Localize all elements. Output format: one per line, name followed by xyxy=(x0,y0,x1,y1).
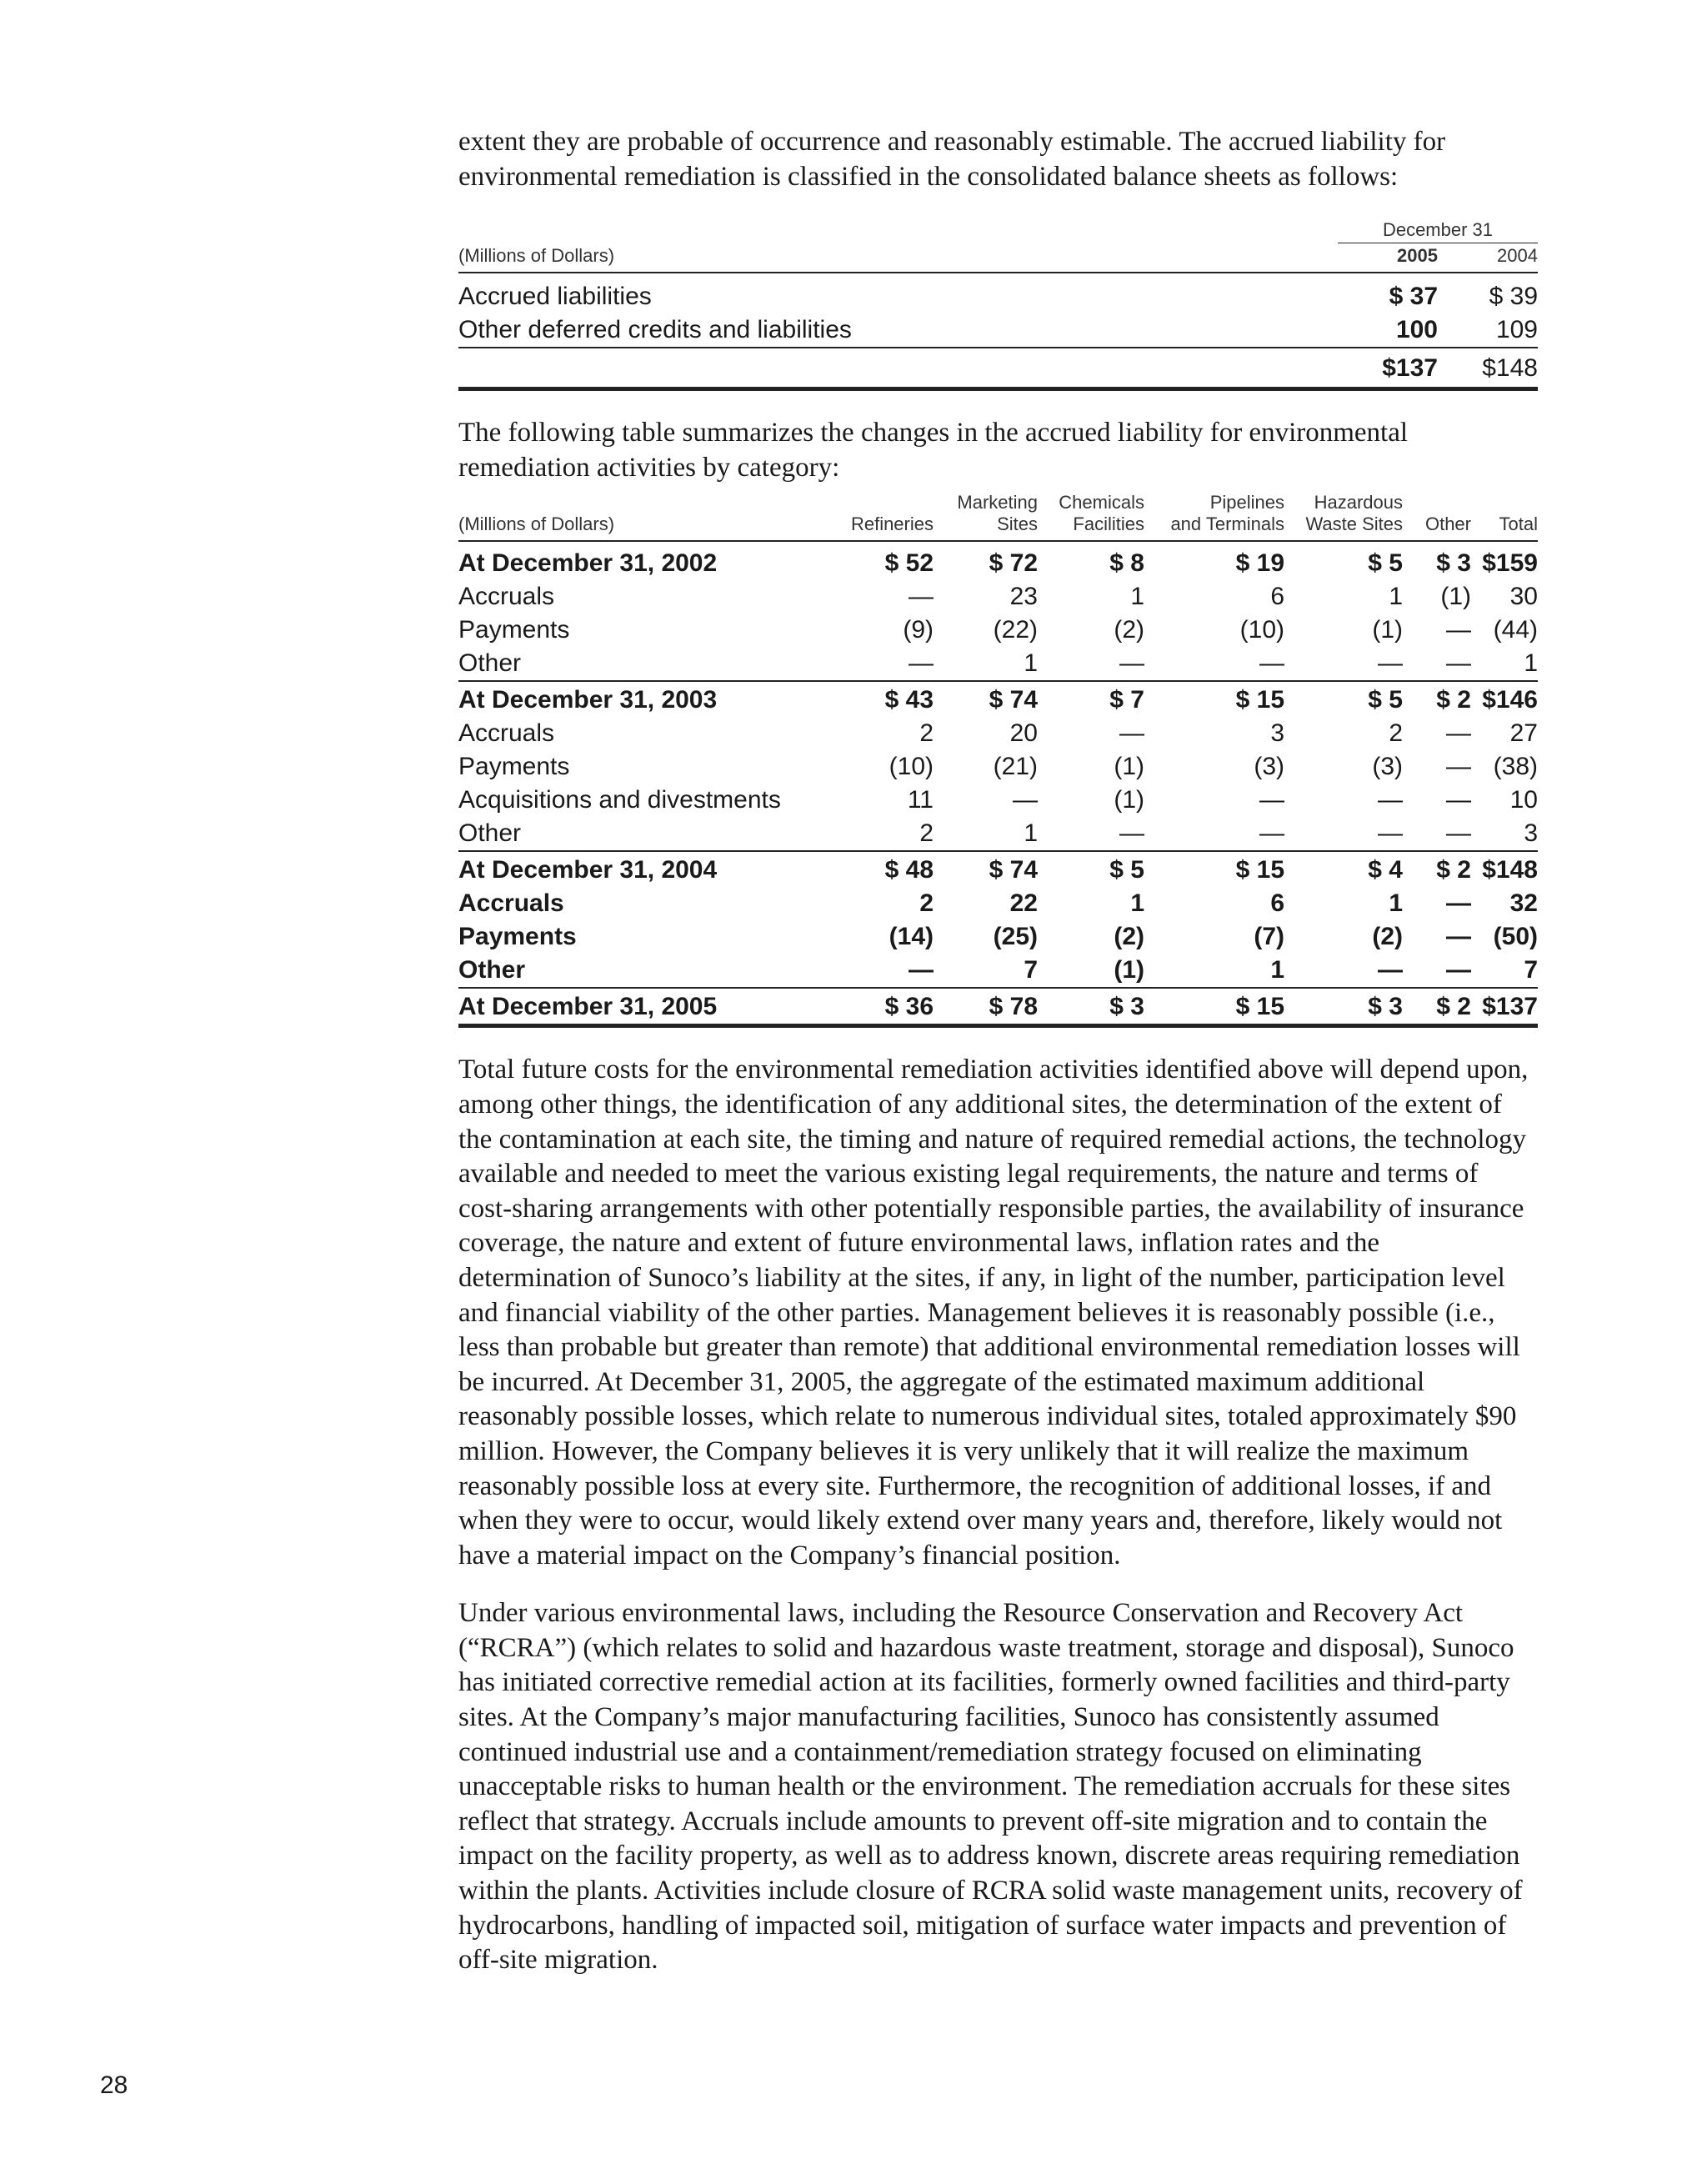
row-label: Other xyxy=(458,649,522,678)
cell-value: $ 3 xyxy=(1436,549,1471,578)
cell-value: $ 15 xyxy=(1144,988,1284,1026)
cell-value: (1) xyxy=(1372,616,1403,644)
cell-value: $ 3 xyxy=(1038,988,1144,1026)
col-chemicals: Chemicals Facilities xyxy=(1038,492,1144,541)
cell-value: $ 7 xyxy=(1038,681,1144,717)
cell-value: (21) xyxy=(993,753,1038,781)
total-2004: $148 xyxy=(1438,348,1538,389)
cell-value: $ 15 xyxy=(1144,681,1284,717)
table-row xyxy=(458,887,1538,920)
cell-value: (14) xyxy=(889,923,934,951)
cell-value: $ 5 xyxy=(1368,549,1403,578)
cell-value: $ 5 xyxy=(1038,851,1144,887)
cell-value: $146 xyxy=(1471,681,1538,717)
cell-value: 1 xyxy=(1024,649,1038,678)
cell-value: — xyxy=(1119,819,1144,848)
cell-value: 27 xyxy=(1509,719,1538,748)
cell-value: $ 36 xyxy=(833,988,934,1026)
row-label: Other deferred credits and liabilities xyxy=(458,313,1338,348)
cell-value: — xyxy=(1446,786,1471,814)
cell-value: (2) xyxy=(1114,923,1144,951)
cell-value: — xyxy=(1119,719,1144,748)
row-label: Accruals xyxy=(458,719,555,748)
cell-value: — xyxy=(1446,616,1471,644)
col-marketing: Marketing Sites xyxy=(934,492,1038,541)
value-2005: 100 xyxy=(1338,313,1438,348)
table-row xyxy=(458,920,1538,954)
cell-value: 3 xyxy=(1270,719,1284,748)
cell-value: — xyxy=(1013,786,1038,814)
table-row xyxy=(458,614,1538,647)
cell-value: $ 52 xyxy=(884,549,934,578)
cell-value: — xyxy=(1446,819,1471,848)
changes-header-row xyxy=(458,492,1538,541)
cell-value: 6 xyxy=(1270,889,1284,918)
changes-intro: The following table summarizes the changes in the accrued liability for environmental remediation activities by category: xyxy=(458,418,1409,483)
row-label: Other xyxy=(458,819,522,848)
table-row xyxy=(458,717,1538,750)
col-refineries: Refineries xyxy=(833,492,934,541)
changes-table xyxy=(458,492,1538,1028)
cell-value: 2 xyxy=(919,719,934,748)
balance-table xyxy=(458,218,1538,391)
value-2005: $ 37 xyxy=(1389,283,1438,311)
row-label: At December 31, 2004 xyxy=(458,851,833,887)
cell-value: (1) xyxy=(1114,956,1144,984)
cell-value: $ 15 xyxy=(1144,851,1284,887)
cell-value: 1 xyxy=(1389,583,1403,611)
cell-value: 1 xyxy=(1130,889,1144,918)
cell-value: — xyxy=(1446,753,1471,781)
page-number: 28 xyxy=(100,2071,128,2099)
cell-value: 2 xyxy=(919,889,934,918)
col-total: Total xyxy=(1471,492,1538,541)
table-row xyxy=(458,784,1538,817)
balance-column-header-row xyxy=(458,243,1538,273)
table-row xyxy=(458,541,1538,580)
cell-value: $ 3 xyxy=(1284,988,1403,1026)
cell-value: (2) xyxy=(1372,923,1403,951)
cell-value: — xyxy=(1259,649,1284,678)
period-header: December 31 xyxy=(1338,218,1538,243)
cell-value: (2) xyxy=(1114,616,1144,644)
cell-value: $ 4 xyxy=(1284,851,1403,887)
cell-value: — xyxy=(909,583,934,611)
row-label: Payments xyxy=(458,753,570,781)
row-label: At December 31, 2003 xyxy=(458,681,833,717)
cell-value: (10) xyxy=(889,753,934,781)
table-row xyxy=(458,954,1538,988)
cell-value: 1 xyxy=(1270,956,1284,984)
row-label: Acquisitions and divestments xyxy=(458,786,781,814)
row-label: Accruals xyxy=(458,889,564,918)
table-row xyxy=(458,681,1538,717)
cell-value: (44) xyxy=(1493,616,1538,644)
cell-value: (3) xyxy=(1372,753,1403,781)
table-row xyxy=(458,988,1538,1026)
table-row xyxy=(458,580,1538,614)
cell-value: (7) xyxy=(1254,923,1284,951)
cell-value: 30 xyxy=(1509,583,1538,611)
cell-value: $ 74 xyxy=(934,681,1038,717)
page-content xyxy=(458,125,1538,1978)
col-hazardous: Hazardous Waste Sites xyxy=(1284,492,1403,541)
cell-value: — xyxy=(1446,956,1471,984)
cell-value: — xyxy=(1378,819,1403,848)
cell-value: $ 72 xyxy=(989,549,1038,578)
cell-value: $148 xyxy=(1471,851,1538,887)
cell-value: — xyxy=(1446,889,1471,918)
cell-value: $ 48 xyxy=(833,851,934,887)
cell-value: — xyxy=(1446,923,1471,951)
cell-value: 7 xyxy=(1024,956,1038,984)
cell-value: (9) xyxy=(903,616,934,644)
cell-value: — xyxy=(1378,649,1403,678)
col-2005-header: 2005 xyxy=(1338,243,1438,273)
row-label: Accrued liabilities xyxy=(458,283,652,311)
cell-value: 10 xyxy=(1509,786,1538,814)
intro-paragraph: extent they are probable of occurrence and reasonably estimable. The accrued liability for environmental remediation is classified in the consolidated balance sheets as follows: xyxy=(458,127,1446,192)
cell-value: — xyxy=(1259,786,1284,814)
cell-value: (38) xyxy=(1493,753,1538,781)
cell-value: 2 xyxy=(1389,719,1403,748)
row-label: At December 31, 2002 xyxy=(458,549,718,578)
cell-value: 1 xyxy=(1130,583,1144,611)
col-2004-header: 2004 xyxy=(1438,243,1538,273)
cell-value: — xyxy=(1378,956,1403,984)
cell-value: (25) xyxy=(993,923,1038,951)
cell-value: — xyxy=(1446,649,1471,678)
cell-value: 1 xyxy=(1024,819,1038,848)
value-2004: $ 39 xyxy=(1489,283,1538,311)
cell-value: 3 xyxy=(1524,819,1538,848)
cell-value: $ 43 xyxy=(833,681,934,717)
row-label: Other xyxy=(458,956,526,984)
cell-value: 1 xyxy=(1524,649,1538,678)
costs-paragraph: Total future costs for the environmental remediation activities identified above will depend upon, among other things, the identification of any additional sites, the determination of the extent of the contamination at each site, the timing and nature of required remedial actions, the technology available and needed to meet the various existing legal requirements, the nature and terms of cost-sharing arrangements with other potentially responsible parties, the availability of insurance coverage, the nature and extent of future environmental laws, inflation rates and the determination of Sunoco’s liability at the sites, if any, in light of the number, participation level and financial viability of the other parties. Management believes it is reasonably possible (i.e., less than probable but greater than remote) that additional environmental remediation losses will be incurred. At December 31, 2005, the aggregate of the estimated maximum additional reasonably possible losses, which relate to numerous individual sites, totaled approximately $90 million. However, the Company believes it is very unlikely that it will realize the maximum reasonably possible loss at every site. Furthermore, the recognition of additional losses, if and when they were to occur, would likely extend over many years and, therefore, likely would not have a material impact on the Company’s financial position. xyxy=(458,1054,1529,1570)
col-pipelines: Pipelines and Terminals xyxy=(1144,492,1284,541)
table-row xyxy=(458,851,1538,887)
cell-value: $ 8 xyxy=(1109,549,1144,578)
row-label: Payments xyxy=(458,923,577,951)
cell-value: (50) xyxy=(1493,923,1538,951)
cell-value: — xyxy=(1119,649,1144,678)
cell-value: $ 19 xyxy=(1235,549,1284,578)
value-2004: 109 xyxy=(1438,313,1538,348)
cell-value: — xyxy=(1446,719,1471,748)
cell-value: $159 xyxy=(1482,549,1538,578)
cell-value: $ 2 xyxy=(1403,988,1471,1026)
row-label: Accruals xyxy=(458,583,555,611)
cell-value: — xyxy=(909,956,934,984)
cell-value: $137 xyxy=(1471,988,1538,1026)
cell-value: 22 xyxy=(1009,889,1038,918)
table-row xyxy=(458,647,1538,681)
cell-value: 1 xyxy=(1389,889,1403,918)
row-label: Payments xyxy=(458,616,570,644)
cell-value: 20 xyxy=(1009,719,1038,748)
cell-value: $ 2 xyxy=(1403,851,1471,887)
rcra-paragraph: Under various environmental laws, including the Resource Conservation and Recovery Act (“RCRA”) (which relates to solid and hazardous waste treatment, storage and disposal), Sunoco has initiated corrective remedial action at its facilities, formerly owned facilities and third-party sites. At the Company’s major manufacturing facilities, Sunoco has consistently assumed continued industrial use and a containment/remediation strategy focused on eliminating unacceptable risks to human health or the environment. The remediation accruals for these sites reflect that strategy. Accruals include amounts to prevent off-site migration and to contain the impact on the facility property, as well as to address known, discrete areas requiring remediation within the plants. Activities include closure of RCRA solid waste management units, recovery of hydrocarbons, handling of impacted soil, mitigation of surface water impacts and prevention of off-site migration. xyxy=(458,1598,1523,1976)
total-row xyxy=(458,348,1538,389)
cell-value: — xyxy=(909,649,934,678)
cell-value: $ 2 xyxy=(1403,681,1471,717)
cell-value: — xyxy=(1378,786,1403,814)
cell-value: $ 74 xyxy=(934,851,1038,887)
cell-value: (3) xyxy=(1254,753,1284,781)
col-other: Other xyxy=(1403,492,1471,541)
cell-value: (1) xyxy=(1114,753,1144,781)
cell-value: 11 xyxy=(907,786,934,814)
units-label: (Millions of Dollars) xyxy=(458,243,1338,273)
cell-value: 32 xyxy=(1509,889,1538,918)
cell-value: 6 xyxy=(1270,583,1284,611)
cell-value: (10) xyxy=(1239,616,1284,644)
cell-value: 2 xyxy=(919,819,934,848)
units-label: (Millions of Dollars) xyxy=(458,492,833,541)
total-2005: $137 xyxy=(1338,348,1438,389)
cell-value: (22) xyxy=(993,616,1038,644)
cell-value: 23 xyxy=(1009,583,1038,611)
row-label: At December 31, 2005 xyxy=(458,988,833,1026)
cell-value: 7 xyxy=(1524,956,1538,984)
cell-value: $ 78 xyxy=(934,988,1038,1026)
table-row xyxy=(458,313,1538,348)
balance-period-header-row xyxy=(458,218,1538,243)
cell-value: — xyxy=(1259,819,1284,848)
table-row xyxy=(458,273,1538,313)
cell-value: (1) xyxy=(1440,583,1471,611)
table-row xyxy=(458,750,1538,784)
cell-value: (1) xyxy=(1114,786,1144,814)
cell-value: $ 5 xyxy=(1284,681,1403,717)
table-row xyxy=(458,817,1538,851)
